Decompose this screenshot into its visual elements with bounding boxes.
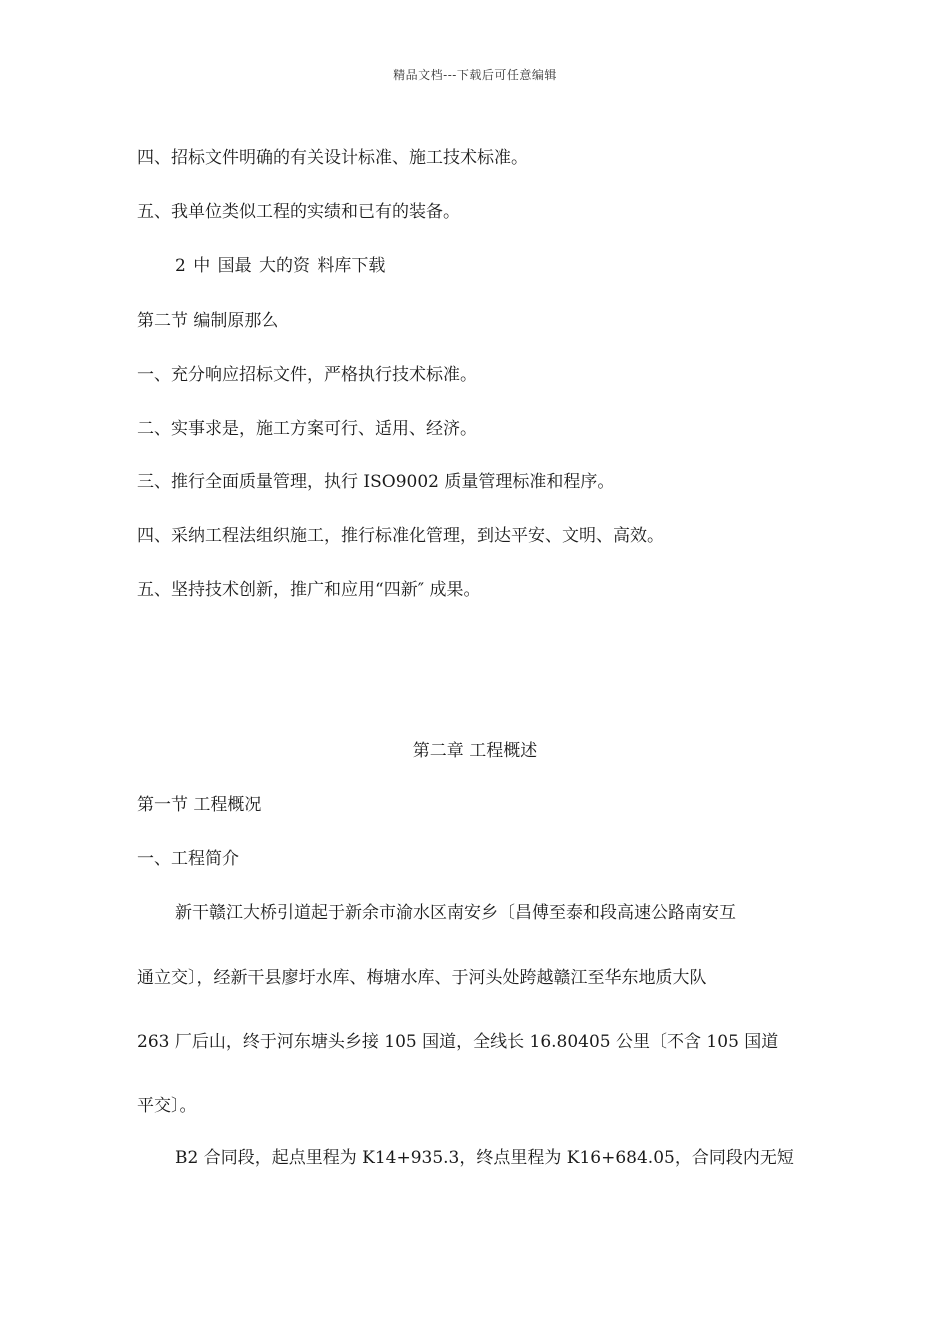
page-header: 精品文档---下载后可任意编辑	[393, 68, 557, 82]
list-item-prev-4: 四、招标文件明确的有关设计标准、施工技术标准。	[137, 148, 528, 168]
section-heading-overview: 第一节 工程概况	[137, 795, 262, 815]
paragraph-line: 新干赣江大桥引道起于新余市渝水区南安乡〔昌傅至泰和段高速公路南安互	[175, 903, 736, 923]
principle-item-3: 三、推行全面质量管理，执行 ISO9002 质量管理标准和程序。	[137, 472, 615, 492]
paragraph-line: B2 合同段，起点里程为 K14+935.3，终点里程为 K16+684.05，合同段内无短	[175, 1148, 794, 1168]
principle-item-1: 一、充分响应招标文件，严格执行技术标准。	[137, 365, 477, 385]
principle-item-5: 五、坚持技术创新，推广和应用“四新″ 成果。	[137, 580, 481, 600]
paragraph-line: 通立交〕，经新干县廖圩水库、梅塘水库、于河头处跨越赣江至华东地质大队	[137, 968, 707, 988]
paragraph-line: 263 厂后山，终于河东塘头乡接 105 国道，全线长 16.80405 公里〔不含 105 国道	[137, 1032, 779, 1052]
subsection-heading-intro: 一、工程简介	[137, 849, 239, 869]
principle-item-4: 四、采纳工程法组织施工，推行标准化管理，到达平安、文明、高效。	[137, 526, 664, 546]
chapter-title: 第二章 工程概述	[412, 741, 538, 761]
principle-item-2: 二、实事求是，施工方案可行、适用、经济。	[137, 419, 477, 439]
section-heading-principles: 第二节 编制原那么	[137, 311, 279, 331]
list-item-prev-5: 五、我单位类似工程的实绩和已有的装备。	[137, 202, 460, 222]
watermark-line: 2 中 国最 大的资 料库下载	[175, 256, 386, 276]
paragraph-line: 平交〕。	[137, 1096, 197, 1116]
